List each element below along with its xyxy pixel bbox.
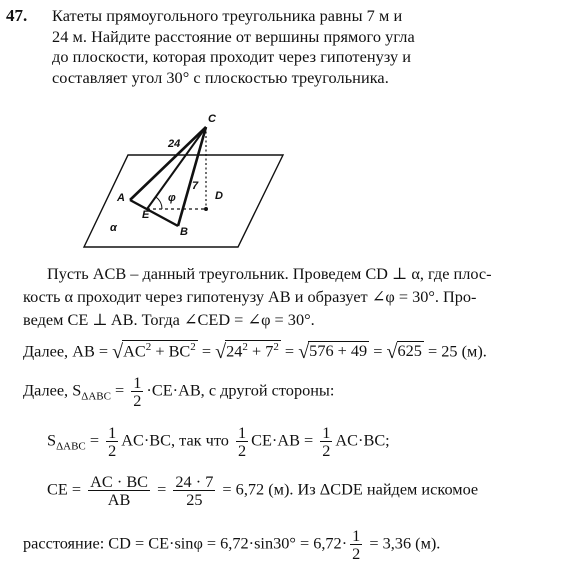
label-phi: φ [168, 192, 176, 204]
angle-phi-arc [156, 197, 162, 209]
point-D [204, 207, 208, 211]
solution-line-5: Далее, $S_{\Delta ABC}$ = $\frac{1}{2}$ ·CE·AB, с другой стороны: [23, 373, 335, 411]
label-24: 24 [168, 138, 181, 150]
solution-line-6: $S_{\Delta ABC}$ = $\frac{1}{2}$ AC·BC, так что $\frac{1}{2}$ CE·AB = $\frac{1}{2}$ AC·BC; [47, 423, 390, 461]
solution-line-1: Пусть ACB – данный треугольник. Проведем CD ⊥ α, где плос- [47, 264, 492, 283]
problem-number: 47. [6, 6, 28, 25]
label-E: E [142, 209, 150, 221]
label-7: 7 [192, 180, 199, 192]
solution-line-2: кость α проходит через гипотенузу AB и образует ∠φ = 30°. Про- [23, 287, 477, 306]
solution-line-7: CE = $\frac{AC \cdot BC}{AB}$ = $\frac{24 \cdot 7}{25}$ = 6,72 (м). Из ΔCDE найдем искомое [47, 472, 479, 510]
solution-line-8: расстояние: CD = CE·sinφ = 6,72·sin30° = 6,72· $\frac{1}{2}$ = 3,36 (м). [23, 526, 441, 564]
geometry-figure [0, 0, 579, 260]
problem-line-4: составляет угол 30° с плоскостью треугольника. [52, 68, 389, 87]
problem-line-3: до плоскости, которая проходит через гипотенузу и [52, 47, 412, 66]
label-alpha: α [110, 222, 117, 234]
label-B: B [180, 226, 188, 238]
problem-line-2: 24 м. Найдите расстояние от вершины прямого угла [52, 27, 415, 46]
label-D: D [215, 190, 223, 202]
label-A: A [117, 192, 125, 204]
solution-line-4: Далее, AB = $√AC^2 + BC^2 = √24^2 + 7^2 = √576 + 49 = √625 = 25$ (м). [23, 341, 487, 364]
label-C: C [208, 113, 216, 125]
solution-line-3: ведем CE ⊥ AB. Тогда ∠CED = ∠φ = 30°. [23, 310, 315, 329]
problem-line-1: Катеты прямоугольного треугольника равны 7 м и [52, 6, 403, 25]
